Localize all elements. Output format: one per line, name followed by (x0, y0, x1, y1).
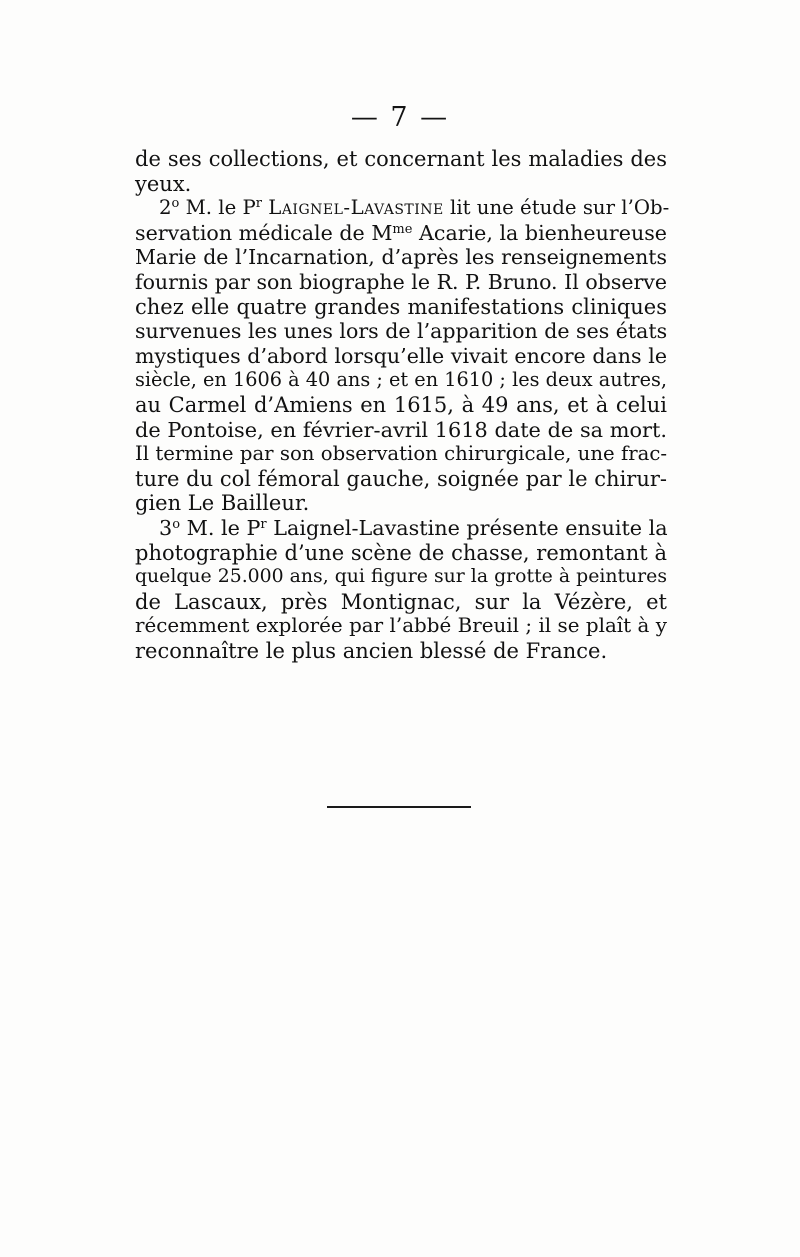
title-sup: r (255, 196, 262, 212)
author-name: Laignel-Lavastine (268, 196, 444, 220)
title-sup: r (260, 516, 267, 532)
text-line: de Pontoise, en février-avril 1618 date de sa mort. (135, 417, 667, 442)
item-3-first-line (135, 516, 667, 541)
text-fragment: Acarie, la bienheureuse (419, 220, 667, 245)
text-line: fournis par son biographe le R. P. Bruno. Il observe (135, 269, 667, 294)
ordinal-mark: o (172, 516, 181, 532)
text-line: de ses collections, et concernant les maladies des (135, 147, 667, 171)
text-line: Marie de l’Incarnation, d’après les renseignements (135, 245, 667, 270)
text-line: survenues les unes lors de l’apparition de ses états (135, 319, 668, 344)
text-line: chez elle quatre grandes manifestations cliniques (135, 294, 667, 319)
text-line: de Lascaux, près Montignac, sur la Vézère, et (135, 589, 667, 614)
text-line: gien Le Bailleur. (135, 491, 310, 516)
page-number: — 7 — (350, 102, 450, 133)
text-line: siècle, en 1606 à 40 ans ; et en 1610 ; les deux autres, (135, 368, 667, 392)
item-number: 3 (159, 515, 173, 540)
text-line: yeux. (135, 171, 192, 196)
item-number: 2 (159, 196, 172, 220)
text-line: ture du col fémoral gauche, soignée par le chirur- (135, 466, 667, 491)
text-line (135, 221, 667, 246)
text-line: reconnaître le plus ancien blessé de France. (135, 638, 608, 663)
ordinal-mark: o (171, 196, 180, 212)
text-line: au Carmel d’Amiens en 1615, à 49 ans, et à celui (135, 392, 667, 417)
madame-abbr: M (371, 220, 393, 245)
text-fragment: lit une étude sur l’Ob- (450, 196, 670, 220)
item-2-first-line (135, 196, 670, 221)
title-abbr: M. le P (186, 515, 261, 540)
madame-sup: me (392, 221, 413, 237)
end-rule (327, 806, 471, 808)
text-fragment: servation médicale de (135, 220, 365, 245)
body-text (135, 147, 670, 663)
text-line: récemment explorée par l’abbé Breuil ; il se plaît à y (135, 614, 667, 638)
text-line: photographie d’une scène de chasse, remontant à (135, 540, 667, 565)
title-abbr: M. le P (185, 196, 256, 220)
text-fragment: Laignel-Lavastine présente ensuite la (273, 515, 668, 540)
text-line: mystiques d’abord lorsqu’elle vivait encore dans le (135, 343, 667, 368)
text-line: Il termine par son observation chirurgicale, une frac- (135, 442, 667, 466)
text-line: quelque 25.000 ans, qui figure sur la grotte à peintures (135, 566, 667, 588)
